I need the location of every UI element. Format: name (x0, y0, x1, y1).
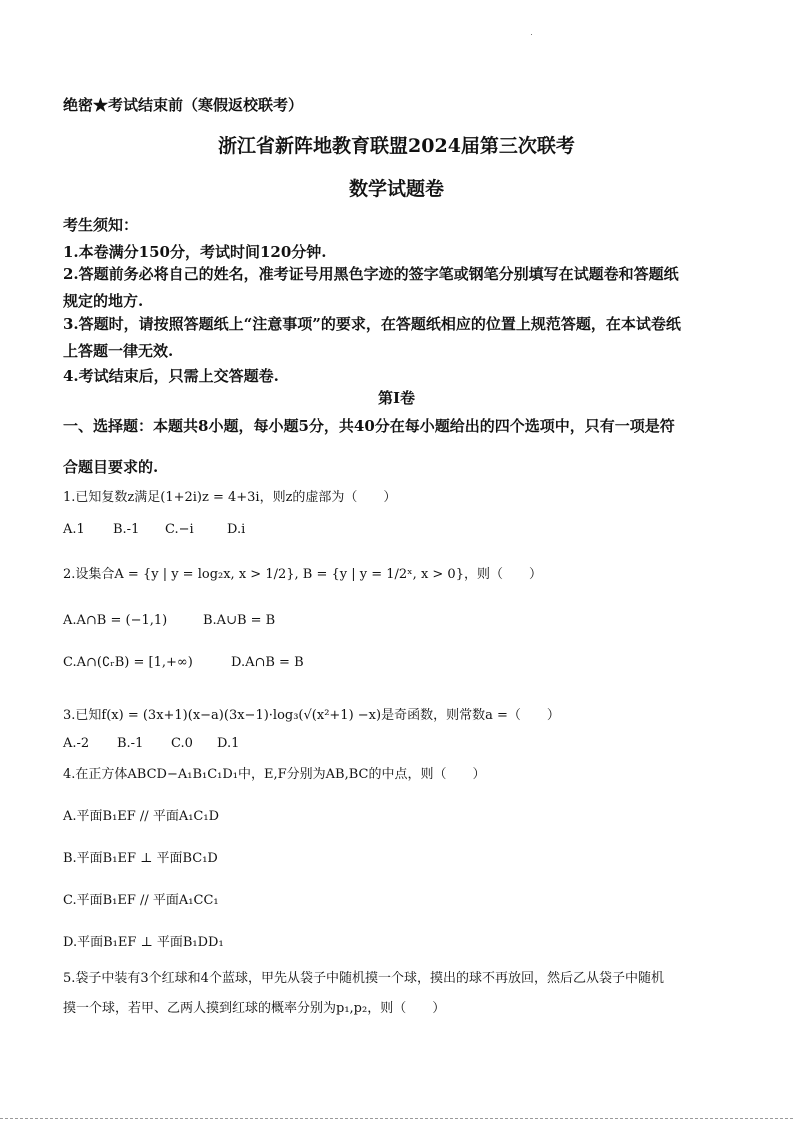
question-4-option-c: C.平面B₁EF // 平面A₁CC₁ (63, 893, 219, 908)
question-2-option-b: B.A∪B = B (203, 613, 276, 628)
question-1-option-d: D.i (227, 522, 246, 537)
question-3-option-c: C.0 (171, 736, 193, 751)
question-5-stem-line-2: 摸一个球，若甲、乙两人摸到红球的概率分别为p₁,p₂，则（ ） (63, 1001, 446, 1016)
question-1-option-b: B.-1 (113, 522, 140, 537)
notice-item-2: 2.答题前务必将自己的姓名，准考证号用黑色字迹的签字笔或钢笔分别填写在试题卷和答题纸 (63, 265, 679, 283)
question-1-option-c: C.−i (165, 522, 194, 537)
question-3-stem: 3.已知f(x) = (3x+1)(x−a)(3x−1)·log₃(√(x²+1) −x)是奇函数，则常数a =（ ） (63, 708, 560, 723)
notice-item-2-cont: 规定的地方. (63, 292, 144, 310)
exam-subtitle: 数学试题卷 (348, 178, 444, 200)
question-4-stem: 4.在正方体ABCD−A₁B₁C₁D₁中，E,F分别为AB,BC的中点，则（ ） (63, 767, 486, 782)
page-bottom-rule (0, 1118, 793, 1119)
question-3-options (63, 736, 239, 751)
question-2-option-a: A.A∩B = (−1,1) (63, 613, 168, 628)
stray-dot (531, 34, 532, 35)
question-3-option-b: B.-1 (117, 736, 144, 751)
notice-item-3: 3.答题时，请按照答题纸上“注意事项”的要求，在答题纸相应的位置上规范答题，在本试卷纸 (63, 315, 681, 333)
question-3-option-a: A.-2 (63, 736, 90, 751)
question-2-option-d: D.A∩B = B (231, 655, 304, 670)
section-line-1: 一、选择题：本题共8小题，每小题5分，共40分在每小题给出的四个选项中，只有一项是符 (63, 417, 675, 435)
question-3-option-d: D.1 (217, 736, 240, 751)
question-4-option-a: A.平面B₁EF // 平面A₁C₁D (63, 809, 220, 824)
question-4-option-b: B.平面B₁EF ⊥ 平面BC₁D (63, 851, 218, 866)
question-2-option-c: C.A∩(∁ᵣB) = [1,+∞) (63, 655, 193, 670)
exam-title: 浙江省新阵地教育联盟2024届第三次联考 (218, 135, 575, 157)
section-line-2: 合题目要求的. (63, 458, 159, 476)
question-1-options (63, 522, 245, 537)
question-2-options-row-2 (63, 655, 304, 670)
question-5-stem-line-1: 5.袋子中装有3个红球和4个蓝球，甲先从袋子中随机摸一个球，摸出的球不再放回，然后乙从袋子中随机 (63, 971, 664, 986)
question-2-options-row-1 (63, 613, 275, 628)
notice-item-4: 4.考试结束后，只需上交答题卷. (63, 367, 279, 385)
notice-heading: 考生须知： (63, 216, 139, 234)
volume-label: 第Ⅰ卷 (377, 389, 416, 407)
secret-tag: 绝密★考试结束前（寒假返校联考） (63, 96, 304, 114)
question-1-option-a: A.1 (63, 522, 85, 537)
notice-item-1: 1.本卷满分150分，考试时间120分钟. (63, 243, 327, 261)
question-1-stem: 1.已知复数z满足(1+2i)z = 4+3i，则z的虚部为（ ） (63, 490, 397, 505)
notice-item-3-cont: 上答题一律无效. (63, 342, 174, 360)
question-4-option-d: D.平面B₁EF ⊥ 平面B₁DD₁ (63, 935, 224, 950)
question-2-stem: 2.设集合A = {y | y = log₂x, x > 1/2}, B = {y | y = 1/2ˣ, x > 0}，则（ ） (63, 567, 542, 582)
